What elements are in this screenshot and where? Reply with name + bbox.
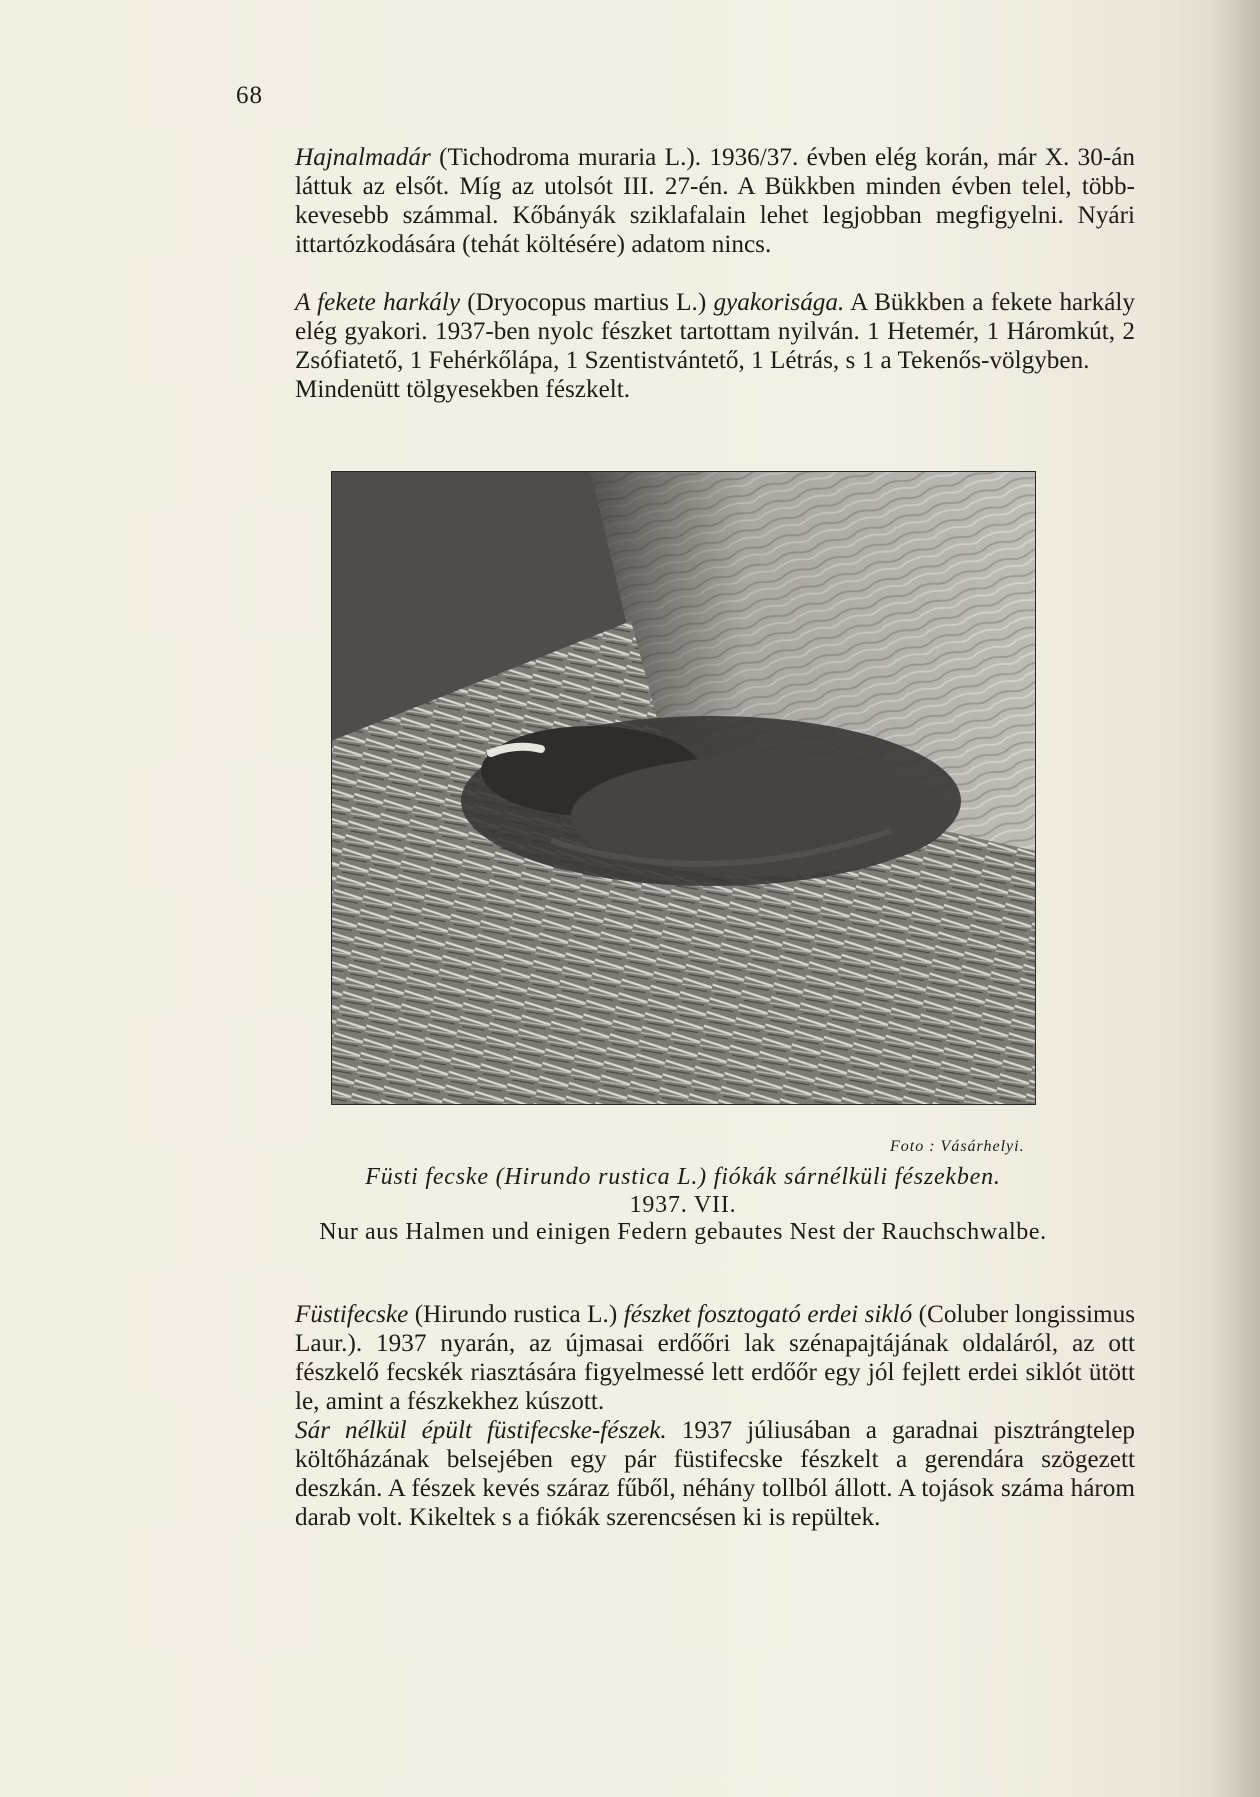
species-name-barn-swallow: Füstifecske <box>295 1301 409 1328</box>
latin-name-black-woodpecker: (Dryocopus martius L.) <box>460 289 714 316</box>
nest-photo-image <box>331 471 1036 1105</box>
figure-caption-german: Nur aus Halmen und einigen Federn gebautes Nest der Rauchschwalbe. <box>319 1219 1047 1245</box>
paragraph-black-woodpecker <box>295 288 1135 404</box>
photo-credit: Foto : Vásárhelyi. <box>890 1138 1025 1155</box>
section-subject-snake: fészket fosztogató erdei sikló <box>623 1301 913 1328</box>
paragraph-wallcreeper-text: (Tichodroma muraria L.). 1936/37. évben elég korán, már X. 30-án láttuk az elsőt. Míg az utolsót III. 27-én. A Bükkben minden évben telel, több-kevesebb számmal. Kőbányák sziklafalain lehet legjobban megfigyelni. Nyári ittartózkodására (tehát költésére) adatom nincs. <box>295 144 1135 258</box>
figure-caption-date: 1937. VII. <box>629 1192 737 1218</box>
paragraph-wallcreeper <box>295 143 1135 259</box>
page-edge-shadow <box>1212 0 1260 1797</box>
paragraph-swallow-snake <box>295 1300 1135 1416</box>
paragraph-swallow-snake-text: (Coluber longissimus Laur.). 1937 nyarán, az újmasai erdőőri lak szénapajtájának oldaláról, az ott fészkelő fecskék riasztására figyelmessé lett erdőőr egy jól fejlett erdei siklót ütött le, amint a fészkekhez kúszott. <box>295 1301 1136 1415</box>
latin-name-barn-swallow: (Hirundo rustica L.) <box>408 1301 624 1328</box>
paragraph-black-woodpecker-text: A Bükkben a fekete harkály elég gyakori. 1937-ben nyolc fészket tartottam nyilván. 1 Hetemér, 1 Háromkút, 2 Zsófiatető, 1 Fehérkőlápa, 1 Szentistvántető, 1 Létrás, s 1 a Tekenős-völgyben. <box>295 289 1135 374</box>
nest-photograph <box>331 471 1036 1105</box>
section-title-mudless-nest: Sár nélkül épült füstifecske-fészek. <box>295 1417 667 1444</box>
section-subject-frequency: gyakorisága. <box>713 289 845 316</box>
section-title-black-woodpecker: A fekete harkály <box>295 289 461 316</box>
figure-caption-hungarian: Füsti fecske (Hirundo rustica L.) fiókák sárnélküli fészekben. <box>365 1164 1001 1190</box>
species-name-wallcreeper: Hajnalmadár <box>295 144 431 171</box>
paragraph-swallow-nest <box>295 1416 1135 1532</box>
page-number: 68 <box>236 82 263 109</box>
paragraph-black-woodpecker-closing: Mindenütt tölgyesekben fészkelt. <box>295 376 631 403</box>
paragraphs-swallow <box>295 1300 1135 1532</box>
paragraph-swallow-nest-text: 1937 júliusában a garadnai pisztrángtelep költőházának belsejében egy pár füstifecske fészkelt a gerendára szögezett deszkán. A fészek kevés száraz fűből, néhány tollból állott. A tojások száma három darab volt. Kikeltek s a fiókák szerencsésen ki is repültek. <box>295 1417 1135 1531</box>
